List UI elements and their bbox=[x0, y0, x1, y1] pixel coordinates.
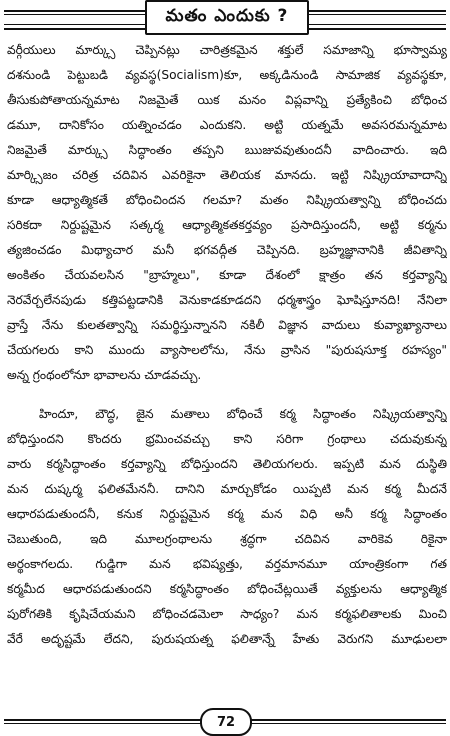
text-line: చెబుతుంది, ఇది మూలగ్రంథాలను శ్రద్ధగా చదివిన వారికెవ రికైనా bbox=[7, 532, 447, 546]
chapter-title-box bbox=[145, 0, 309, 35]
text-line: కర్మమీద ఆధారపడుతుందని కర్మసిద్ధాంతం బోధించేట్లయితే వ్యక్తులను ఆధ్యాత్మిక bbox=[7, 582, 447, 596]
text-line: మన దుష్కర్మ ఫలితమేననీ. దానిని మార్చుకోడం యిప్పటి మన కర్మ మీదనే bbox=[7, 482, 447, 496]
text-line: నిజమైతే మార్క్సు సిద్ధాంతం తప్పని ఋజువవుతుందనీ వాదించారు. ఇది bbox=[7, 143, 447, 157]
text-line: వారు కర్మసిద్ధాంతం కర్తవ్యాన్ని బోధిస్తుందని తెలియగలరు. ఇప్పటి మన దుస్థితి bbox=[7, 457, 447, 471]
text-line: వర్గీయులు మార్క్సు చెప్పినట్లు చారిత్రకమైన శక్తులే సమాజాన్ని భూస్వామ్య bbox=[7, 43, 447, 57]
text-line: మార్క్సిజం చరిత్ర చదివిన ఎవరికైనా తెలియక మానదు. ఇట్టి నిష్క్రియావాదాన్ని bbox=[7, 168, 447, 182]
page-header bbox=[0, 0, 450, 33]
paragraph-2 bbox=[7, 402, 447, 652]
text-line: హిందూ, బౌద్ధ, జైన మతాలు బోధించే కర్మ సిద్ధాంతం నిష్క్రియత్వాన్ని bbox=[39, 407, 447, 421]
text-line: అంకితం చేయవలసిన "బ్రాహ్మలు", కూడా దేశంలో క్షాత్రం తన కర్తవ్యాన్ని bbox=[7, 268, 447, 282]
text-line: డమూ, దానికోసం యత్నించడం ఎందుకని. అట్టి యత్నమే అవసరమన్నమాట bbox=[7, 118, 447, 132]
text-line: సరికదా నిర్దుష్టమైన సత్కర్మ ఆధ్యాత్మికతకర్తవ్యం ప్రసాదిస్తుందనీ, అట్టి కర్మను bbox=[7, 218, 447, 232]
text-line: తీసుకుపోతాయన్నమాట నిజమైతే యిక మనం విప్లవాన్ని ప్రత్యేకించి బోధించ bbox=[7, 93, 447, 107]
text-line: వేరే అదృష్టమే లేదని, పురుషయత్న ఫలితాన్నే హేతు వెరుగని మూఢులలా bbox=[7, 632, 447, 646]
chapter-title: మతం ఎందుకు ? bbox=[165, 5, 289, 26]
text-line: కూడా ఆధ్యాత్మికతే బోధించిందన గలమా? మతం నిష్క్రియత్వాన్ని బోధించదు bbox=[7, 193, 447, 207]
text-line: అన్న గ్రంథంలోనూ భావాలను చూడవచ్చు. bbox=[7, 368, 202, 382]
text-line: ఆధారపడుతుందనీ, కనుక నిర్దుష్టమైన కర్మ మన విధి అనీ కర్మ సిద్ధాంతం bbox=[7, 507, 447, 521]
text-line: చేయగలరు కాని ముందు వ్యాసాలలోను, నేను వ్రాసిన "పురుషసూక్త రహస్యం" bbox=[7, 343, 447, 357]
text-line: త్యజించడం మిథ్యాచార మనీ భగవద్గీత చెప్పినది. బ్రహ్మజ్ఞానానికి జీవితాన్ని bbox=[7, 243, 447, 257]
text-line: నెరవేర్చలేనపుడు కత్తిపట్టడానికి వెనుకాడకూడదని ధర్మశాస్త్రం ఘోషిస్తూనది! నేనిలా bbox=[7, 293, 447, 307]
text-line: వ్రాస్తే నేను కులతత్వాన్ని సమర్థిస్తున్నానని నకిలీ విజ్ఞాన వాదులు కువ్యాఖ్యానాలు bbox=[7, 318, 447, 332]
paragraph-gap bbox=[7, 388, 447, 402]
page-footer bbox=[0, 705, 450, 736]
body-text bbox=[7, 38, 447, 652]
page-number: 72 bbox=[200, 708, 252, 736]
text-line: పురోగతికి కృషిచేయమని బోధించడమెలా సాధ్యం? మన కర్మఫలితాలకు మించి bbox=[7, 607, 447, 621]
text-line: దశనుండి పెట్టుబడి వ్యవస్థ(Socialism)కూ, అక్కడినుండి సామాజిక వ్యవస్థకూ, bbox=[7, 68, 447, 82]
text-line: అర్థంకాగలదు. గుడ్డిగా మన భవిష్యత్తు, వర్తమానమూ యాంత్రికంగా గత bbox=[7, 557, 447, 571]
text-line: బోధిస్తుందని కొందరు భ్రమించవచ్చు కాని సరిగా గ్రంథాలు చదువుకున్న bbox=[7, 432, 447, 446]
paragraph-1 bbox=[7, 38, 447, 388]
